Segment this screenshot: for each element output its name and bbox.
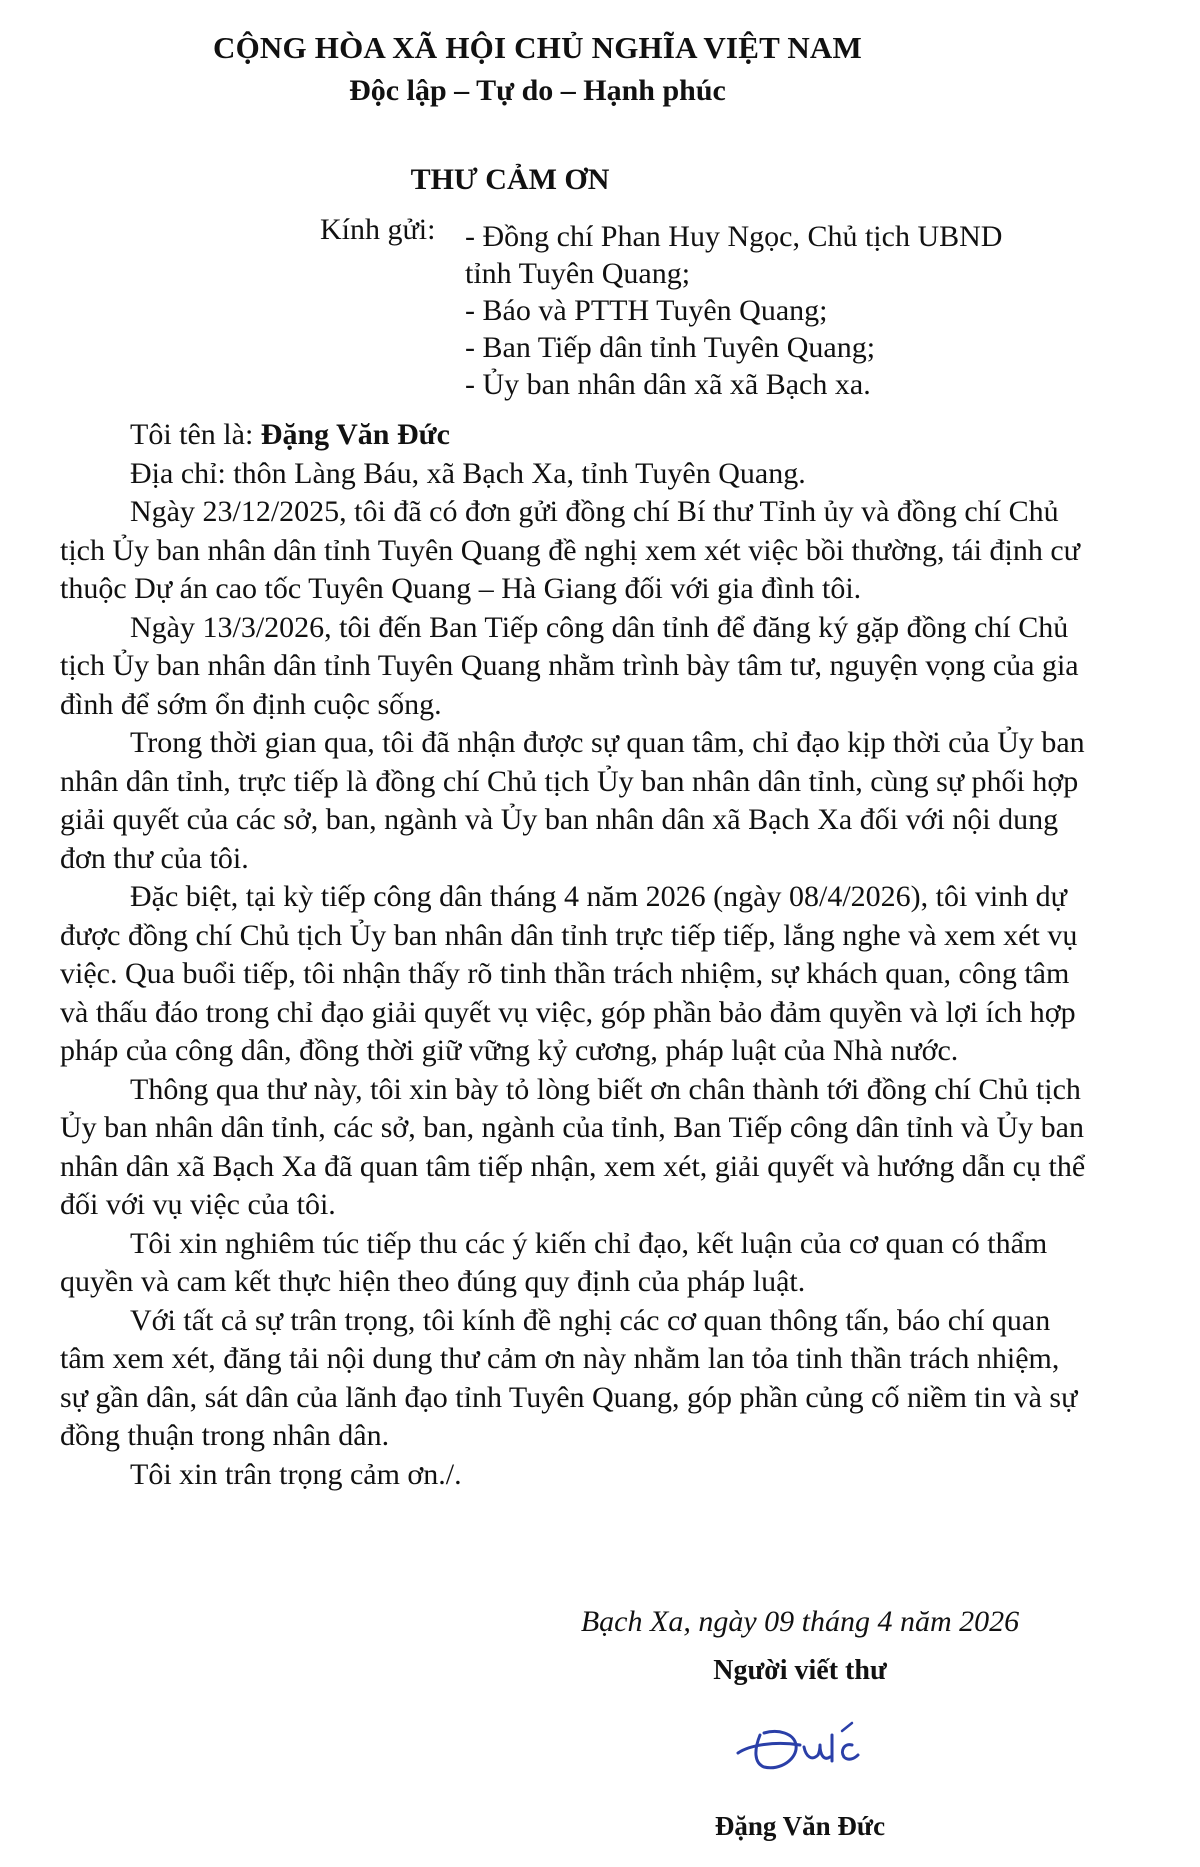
paragraph-line: tịch Ủy ban nhân dân tỉnh Tuyên Quang đề nghị xem xét việc bồi thường, tái định cư bbox=[60, 533, 1080, 567]
paragraph-line: nhân dân xã Bạch Xa đã quan tâm tiếp nhận, xem xét, giải quyết và hướng dẫn cụ thể bbox=[60, 1149, 1086, 1183]
paragraph-line: Tôi xin nghiêm túc tiếp thu các ý kiến chỉ đạo, kết luận của cơ quan có thẩm bbox=[130, 1226, 1048, 1260]
paragraph-line: Thông qua thư này, tôi xin bày tỏ lòng biết ơn chân thành tới đồng chí Chủ tịch bbox=[130, 1072, 1081, 1106]
paragraph-line: Ngày 23/12/2025, tôi đã có đơn gửi đồng chí Bí thư Tỉnh ủy và đồng chí Chủ bbox=[130, 495, 1059, 528]
paragraph bbox=[60, 1302, 1160, 1456]
paragraph bbox=[60, 878, 1160, 1071]
recipient-line: - Ban Tiếp dân tỉnh Tuyên Quang; bbox=[465, 331, 876, 364]
paragraph-line: được đồng chí Chủ tịch Ủy ban nhân dân tỉnh trực tiếp tiếp, lắng nghe và xem xét vụ bbox=[60, 918, 1078, 952]
paragraph-line: đơn thư của tôi. bbox=[60, 841, 249, 875]
paragraph-line: và thấu đáo trong chỉ đạo giải quyết vụ việc, góp phần bảo đảm quyền và lợi ích hợp bbox=[60, 995, 1076, 1029]
recipient-line: - Ủy ban nhân dân xã xã Bạch xa. bbox=[465, 368, 871, 401]
paragraph-line: tịch Ủy ban nhân dân tỉnh Tuyên Quang nhằm trình bày tâm tư, nguyện vọng của gia bbox=[60, 649, 1079, 682]
paragraph-line: đối với vụ việc của tôi. bbox=[60, 1188, 336, 1221]
signer-name: Đặng Văn Đức bbox=[714, 1811, 886, 1841]
paragraph-line: đình để sớm ổn định cuộc sống. bbox=[60, 687, 442, 721]
paragraph-line: Với tất cả sự trân trọng, tôi kính đề nghị các cơ quan thông tấn, báo chí quan bbox=[130, 1303, 1051, 1337]
paragraph-line: nhân dân tỉnh, trực tiếp là đồng chí Chủ tịch Ủy ban nhân dân tỉnh, cùng sự phối hợp bbox=[60, 764, 1079, 798]
paragraph-line: việc. Qua buổi tiếp, tôi nhận thấy rõ tinh thần trách nhiệm, sự khách quan, công tâm bbox=[60, 957, 1070, 990]
paragraph-line: tâm xem xét, đăng tải nội dung thư cảm ơn này nhằm lan tỏa tinh thần trách nhiệm, bbox=[60, 1342, 1060, 1375]
page-title: THƯ CẢM ƠN bbox=[410, 163, 610, 196]
paragraph-line: giải quyết của các sở, ban, ngành và Ủy ban nhân dân xã Bạch Xa đối với nội dung bbox=[60, 803, 1059, 836]
paragraph-line: Ủy ban nhân dân tỉnh, các sở, ban, ngành của tỉnh, Ban Tiếp công dân tỉnh và Ủy ban bbox=[60, 1111, 1084, 1144]
paragraph-line: đồng thuận trong nhân dân. bbox=[60, 1419, 390, 1452]
letter-body bbox=[60, 416, 1160, 1494]
paragraph bbox=[60, 1071, 1160, 1225]
place-date: Bạch Xa, ngày 09 tháng 4 năm 2026 bbox=[580, 1605, 1020, 1638]
nation-header: CỘNG HÒA XÃ HỘI CHỦ NGHĨA VIỆT NAM bbox=[213, 30, 862, 65]
recipient-line: - Đồng chí Phan Huy Ngọc, Chủ tịch UBND bbox=[465, 220, 1003, 253]
handwritten-signature bbox=[720, 1705, 890, 1785]
paragraph-line: thuộc Dự án cao tốc Tuyên Quang – Hà Giang đối với gia đình tôi. bbox=[60, 572, 862, 605]
sender-name-line bbox=[130, 416, 1160, 455]
signer-role: Người viết thư bbox=[713, 1655, 887, 1686]
paragraph bbox=[60, 609, 1160, 725]
motto: Độc lập – Tự do – Hạnh phúc bbox=[349, 74, 726, 107]
sender-name-label: Tôi tên là: bbox=[130, 418, 261, 451]
sender-address: Địa chỉ: thôn Làng Báu, xã Bạch Xa, tỉnh Tuyên Quang. bbox=[130, 456, 806, 490]
sender-name: Đặng Văn Đức bbox=[260, 418, 450, 451]
recipient-line: - Báo và PTTH Tuyên Quang; bbox=[465, 294, 828, 327]
recipient-list bbox=[465, 218, 1105, 403]
paragraph-line: Đặc biệt, tại kỳ tiếp công dân tháng 4 năm 2026 (ngày 08/4/2026), tôi vinh dự bbox=[130, 880, 1067, 913]
recipient-line: tỉnh Tuyên Quang; bbox=[465, 257, 691, 290]
paragraph bbox=[60, 724, 1160, 878]
paragraph-line: Ngày 13/3/2026, tôi đến Ban Tiếp công dân tỉnh để đăng ký gặp đồng chí Chủ bbox=[130, 610, 1069, 644]
paragraph bbox=[60, 1225, 1160, 1302]
paragraph bbox=[60, 493, 1160, 609]
paragraph-line: sự gần dân, sát dân của lãnh đạo tỉnh Tuyên Quang, góp phần củng cố niềm tin và sự bbox=[60, 1380, 1078, 1414]
paragraph-list bbox=[60, 493, 1160, 1494]
paragraph-line: pháp của công dân, đồng thời giữ vững kỷ cương, pháp luật của Nhà nước. bbox=[60, 1034, 959, 1067]
paragraph-line: Trong thời gian qua, tôi đã nhận được sự quan tâm, chỉ đạo kịp thời của Ủy ban bbox=[130, 726, 1085, 759]
salutation-label: Kính gửi: bbox=[320, 213, 436, 246]
paragraph-line: quyền và cam kết thực hiện theo đúng quy định của pháp luật. bbox=[60, 1265, 806, 1298]
paragraph bbox=[130, 1456, 1160, 1495]
paragraph-line: Tôi xin trân trọng cảm ơn./. bbox=[130, 1457, 462, 1491]
